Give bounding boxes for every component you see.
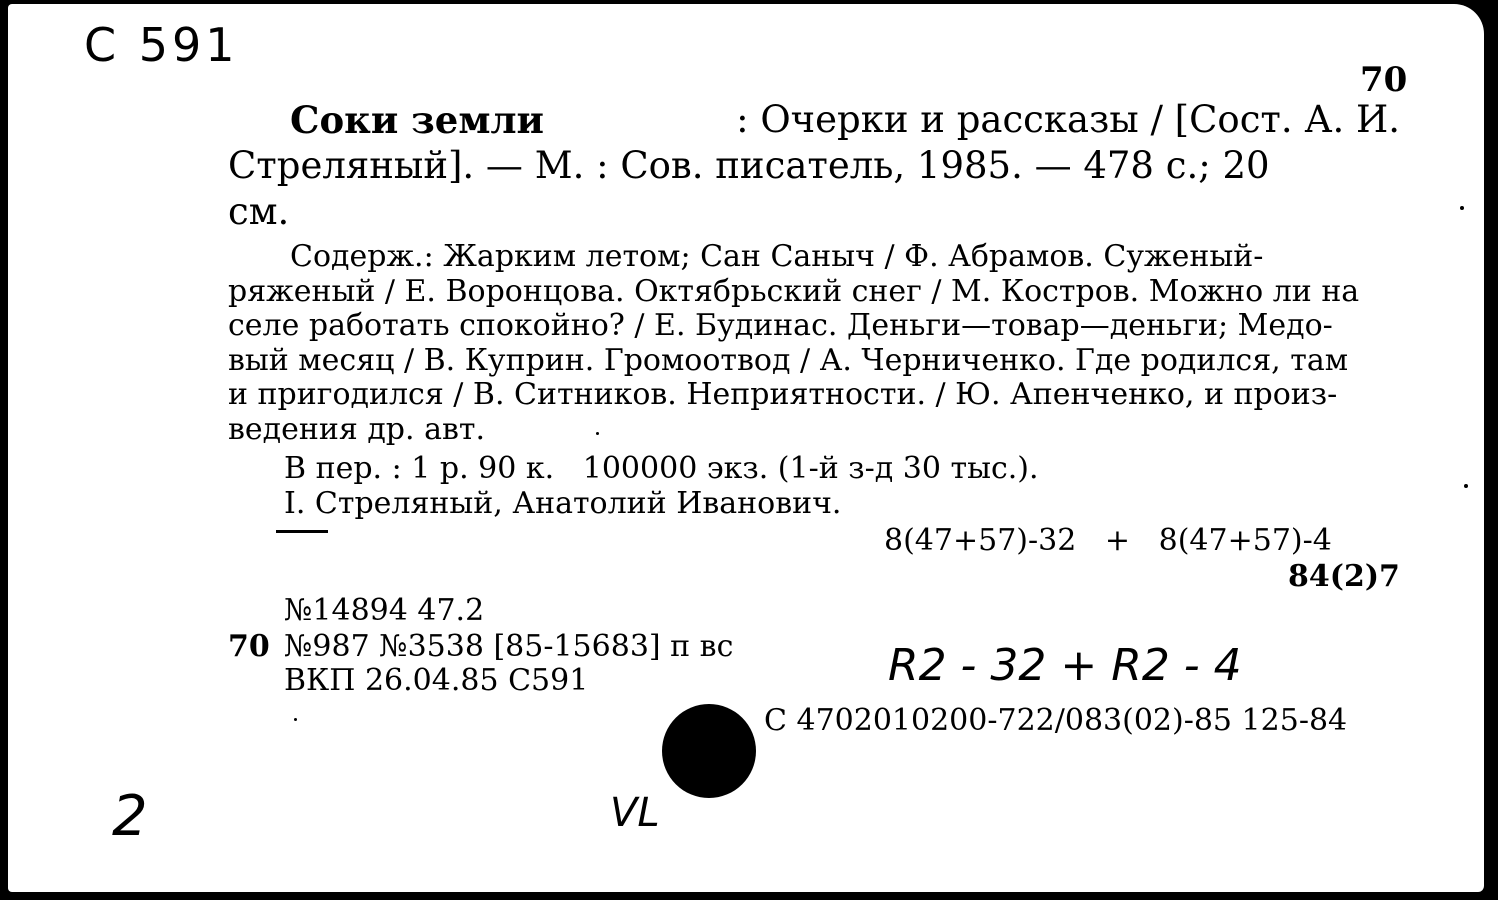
- handwritten-initials: VL: [610, 790, 660, 836]
- price-line: В пер. : 1 р. 90 к. 100000 экз. (1-й з-д 30 тыс.).: [284, 451, 1039, 486]
- contents-line: селе работать спокойно? / Е. Будинас. Деньги—товар—деньги; Медо-: [228, 308, 1333, 343]
- handwritten-copy-number: 2: [112, 784, 148, 849]
- title-rest: : Очерки и рассказы / [Сост. А. И.: [736, 98, 1400, 141]
- registry-line-3: ВКП 26.04.85 С591: [284, 663, 589, 698]
- speck: [596, 432, 599, 435]
- punch-hole: [662, 704, 756, 798]
- classification-index: 8(47+57)-32 + 8(47+57)-4: [884, 523, 1332, 558]
- contents-line: ряженый / Е. Воронцова. Октябрьский снег / М. Костров. Можно ли на: [228, 273, 1360, 309]
- speck: [1460, 206, 1464, 210]
- contents-line: ведения др. авт.: [228, 411, 485, 447]
- handwritten-call-number: С 591: [84, 18, 239, 72]
- registry-line-2: №987 №3538 [85-15683] п вс: [284, 629, 734, 664]
- contents-line: Содерж.: Жарким летом; Сан Саныч / Ф. Абрамов. Суженый-: [290, 239, 1264, 274]
- contents-line: вый месяц / В. Куприн. Громоотвод / А. Черниченко. Где родился, там: [228, 342, 1349, 378]
- title-line-3: см.: [228, 190, 290, 233]
- contents-line: и пригодился / В. Ситников. Неприятности. / Ю. Апенченко, и произ-: [228, 377, 1338, 412]
- speck: [1464, 484, 1468, 488]
- registry-line-1: №14894 47.2: [284, 593, 485, 628]
- title-bold: Соки земли: [290, 98, 544, 142]
- card-number: 70: [1360, 60, 1408, 100]
- author-mark: 84(2)7: [1288, 559, 1400, 594]
- title-line-1: [228, 100, 1400, 141]
- registry-prefix: 70: [228, 629, 270, 664]
- underline-mark: [276, 530, 328, 533]
- catalog-card: [8, 4, 1484, 892]
- added-entry: I. Стреляный, Анатолий Иванович.: [284, 486, 842, 521]
- title-line-2: Стреляный]. — М. : Сов. писатель, 1985. — 478 с.; 20: [228, 144, 1270, 187]
- handwritten-classification: R2 - 32 + R2 - 4: [888, 640, 1242, 691]
- speck: [294, 718, 297, 721]
- isbn-line: С 4702010200-722/083(02)-85 125-84: [764, 703, 1348, 738]
